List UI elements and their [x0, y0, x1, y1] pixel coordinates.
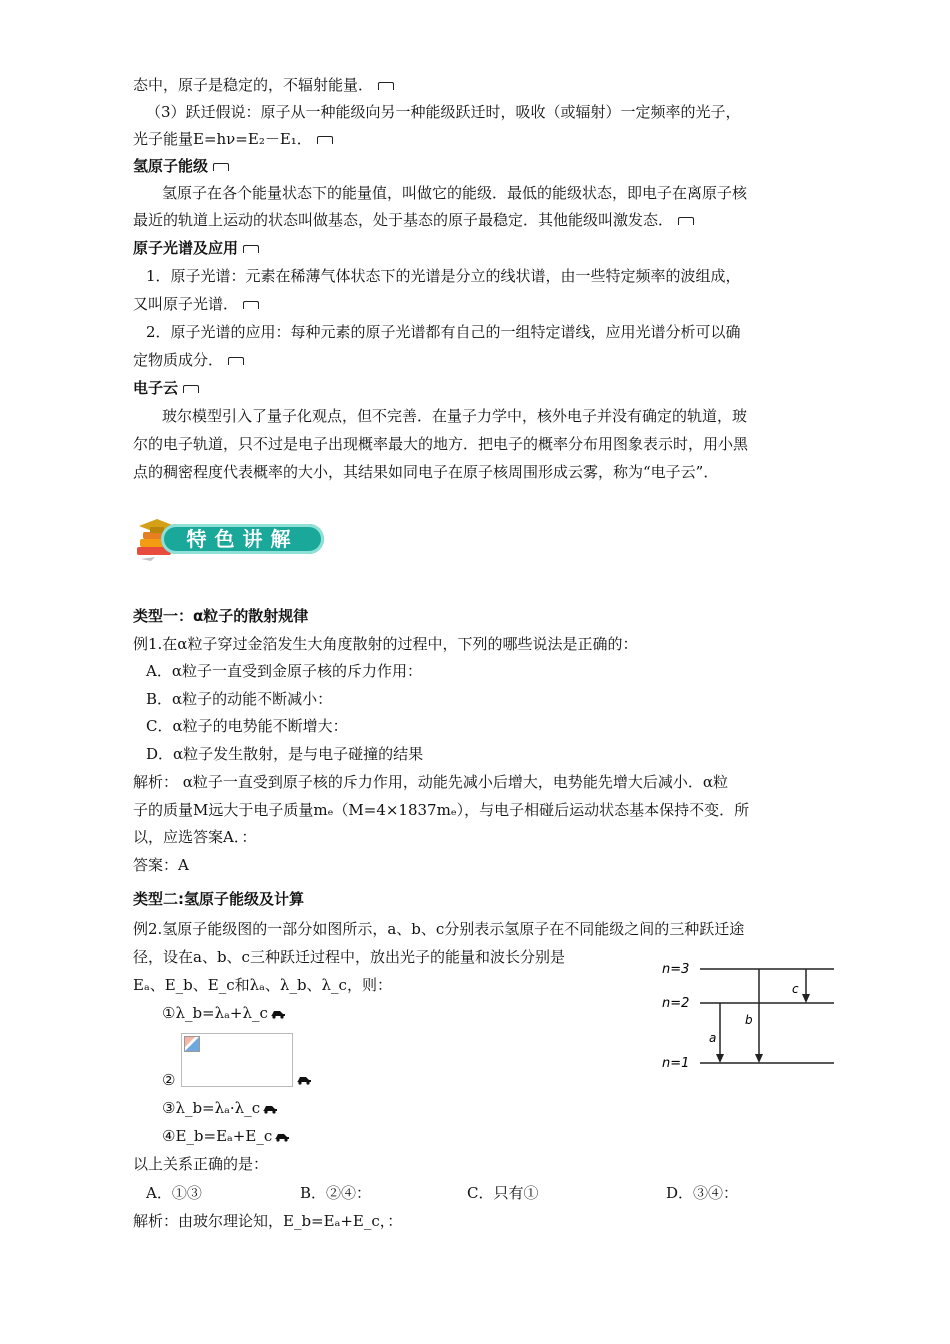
type2-title: 类型二:氢原子能级及计算 [133, 890, 304, 908]
intro-line-2: （3）跃迁假说：原子从一种能级向另一种能级跃迁时，吸收（或辐射）一定频率的光子， [146, 103, 741, 121]
type2-item-3: ③λ_b=λₐ·λ_c [162, 1098, 278, 1118]
car-mark-icon [270, 1009, 286, 1019]
type1-solution-2: 子的质量M远大于电子质量mₑ（M=4×1837mₑ），与电子相碰后运动状态基本保持不变．所 [133, 801, 750, 819]
spectrum-item-1a: 1．原子光谱：元素在稀薄气体状态下的光谱是分立的线状谱，由一些特定频率的波组成， [146, 267, 741, 285]
type2-solution-1: 解析：由玻尔理论知，E_b=Eₐ+E_c，： [133, 1212, 403, 1230]
type2-question-2: 径，设在a、b、c三种跃迁过程中，放出光子的能量和波长分别是 [133, 948, 565, 966]
level-label-n1: n=1 [662, 1056, 690, 1070]
cloud-para-2: 尔的电子轨道，只不过是电子出现概率最大的地方．把电子的概率分布用图象表示时，用小黑 [133, 435, 749, 453]
energy-level-diagram [654, 958, 844, 1070]
intro-line-1: 态中，原子是稳定的，不辐射能量． [133, 75, 394, 95]
anchor-mark-icon [213, 163, 229, 171]
banner-pill [161, 524, 324, 554]
anchor-mark-icon [243, 301, 259, 309]
feature-banner [133, 515, 328, 563]
type1-option-b: B．α粒子的动能不断减小： [146, 690, 333, 708]
type1-title: 类型一：α粒子的散射规律 [133, 607, 309, 625]
spectrum-item-2b: 定物质成分． [133, 350, 244, 370]
level-label-n3: n=3 [662, 962, 690, 977]
section-title-levels: 氢原子能级 [133, 156, 229, 176]
anchor-mark-icon [243, 245, 259, 253]
type1-solution-3: 以，应选答案A．： [133, 828, 257, 846]
type2-question-4: 以上关系正确的是： [133, 1155, 269, 1173]
anchor-mark-icon [183, 385, 199, 393]
car-mark-icon [262, 1104, 278, 1114]
type1-option-d: D．α粒子发生散射，是与电子碰撞的结果 [146, 745, 424, 763]
section-title-spectrum: 原子光谱及应用 [133, 238, 259, 258]
intro-line-3: 光子能量E=hν=E₂－E₁． [133, 129, 333, 149]
levels-para-1: 氢原子在各个能量状态下的能量值，叫做它的能级．最低的能级状态，即电子在离原子核 [162, 184, 748, 202]
type2-item-4: ④E_b=Eₐ+E_c [162, 1126, 290, 1146]
car-mark-icon [296, 1075, 312, 1085]
anchor-mark-icon [378, 82, 394, 90]
arrow-head-b-icon [755, 1054, 763, 1063]
spectrum-item-2a: 2．原子光谱的应用：每种元素的原子光谱都有自己的一组特定谱线，应用光谱分析可以确 [146, 323, 741, 341]
spectrum-item-1b: 又叫原子光谱． [133, 294, 259, 314]
section-title-cloud: 电子云 [133, 378, 199, 398]
anchor-mark-icon [317, 136, 333, 144]
choice-a: A．①③ [146, 1184, 202, 1202]
type1-question: 例1.在α粒子穿过金箔发生大角度散射的过程中，下列的哪些说法是正确的： [133, 635, 638, 653]
arrow-head-c-icon [802, 994, 810, 1003]
arrow-head-a-icon [716, 1054, 724, 1063]
type1-answer: 答案：A [133, 856, 189, 874]
type1-solution-1: 解析： α粒子一直受到原子核的斥力作用，动能先减小后增大，电势能先增大后减小．α粒 [133, 773, 729, 791]
type2-item-1: ①λ_b=λₐ+λ_c [162, 1003, 286, 1023]
choice-d: D．③④： [666, 1184, 739, 1202]
anchor-mark-icon [228, 357, 244, 365]
type2-item-2: ② [162, 1071, 176, 1089]
transition-label-c: c [792, 982, 799, 996]
levels-para-2: 最近的轨道上运动的状态叫做基态，处于基态的原子最稳定．其他能级叫激发态． [133, 210, 694, 230]
car-mark-icon [274, 1132, 290, 1142]
transition-label-a: a [709, 1031, 717, 1045]
transition-label-b: b [745, 1013, 753, 1027]
broken-image-icon [184, 1036, 200, 1052]
type2-question-3: Eₐ、E_b、E_c和λₐ、λ_b、λ_c，则： [133, 976, 392, 994]
cloud-para-1: 玻尔模型引入了量子化观点，但不完善．在量子力学中，核外电子并没有确定的轨道，玻 [162, 407, 748, 425]
choice-c: C．只有① [467, 1184, 539, 1202]
anchor-mark-icon [678, 217, 694, 225]
choice-b: B．②④： [300, 1184, 372, 1202]
type2-question-1: 例2.氢原子能级图的一部分如图所示，a、b、c分别表示氢原子在不同能级之间的三种跃迁途 [133, 920, 745, 938]
type1-option-a: A．α粒子一直受到金原子核的斥力作用： [146, 662, 422, 680]
level-label-n2: n=2 [662, 996, 690, 1011]
cloud-para-3: 点的稠密程度代表概率的大小，其结果如同电子在原子核周围形成云雾，称为“电子云”． [133, 463, 719, 481]
formula-image-placeholder [181, 1033, 293, 1087]
type1-option-c: C．α粒子的电势能不断增大： [146, 717, 348, 735]
banner-label: 特色讲解 [186, 527, 299, 551]
